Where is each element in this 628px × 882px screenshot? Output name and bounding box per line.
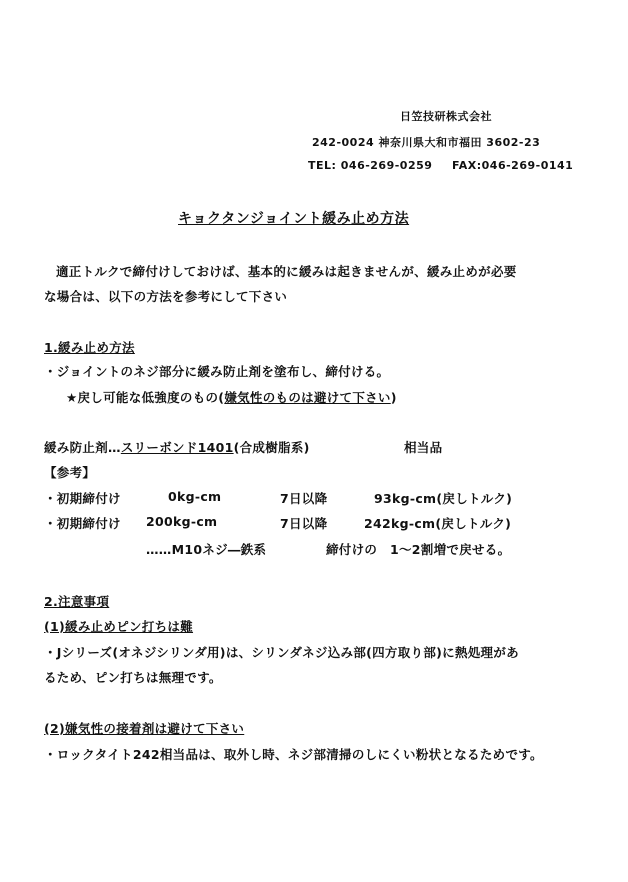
company-tel: TEL: 046-269-0259: [308, 159, 433, 172]
section1-heading: 1.緩み止め方法: [44, 340, 135, 355]
row-after: 7日以降: [280, 491, 328, 506]
m10-note-a: ……M10ネジ―鉄系: [146, 542, 267, 557]
note-emphasis: 嫌気性のものは避けて下さい: [224, 390, 391, 405]
page-title: キョクタンジョイント緩み止め方法: [178, 211, 410, 227]
agent-line: [44, 438, 310, 456]
note-suffix: ): [390, 390, 397, 405]
agent-equivalent: 相当品: [404, 440, 443, 455]
row-label: ・初期締付け: [44, 491, 121, 506]
agent-name: スリーボンド1401: [120, 440, 234, 455]
agent-type: (合成樹脂系): [233, 440, 310, 455]
row-after: 7日以降: [280, 516, 328, 531]
agent-prefix: 緩み防止剤…: [44, 440, 121, 455]
m10-note-b: 締付けの 1～2割増で戻せる。: [326, 542, 511, 557]
note-prefix: ★戻し可能な低強度のもの(: [66, 390, 225, 405]
section2-sub-2-line-1: ・ロックタイト242相当品は、取外し時、ネジ部清掃のしにくい粉状となるためです。: [44, 747, 543, 762]
row-value: 93kg-cm(戻しトルク): [374, 491, 513, 506]
intro-line-2: な場合は、以下の方法を参考にして下さい: [44, 289, 288, 304]
row-label: ・初期締付け: [44, 516, 121, 531]
section2-sub-1-line-1: ・Jシリーズ(オネジシリンダ用)は、シリンダネジ込み部(四方取り部)に熱処理があ: [44, 645, 519, 660]
section1-note: [66, 388, 397, 406]
section2-sub-1: (1)緩み止めピン打ちは難: [44, 619, 194, 634]
company-name: 日笠技研株式会社: [400, 110, 492, 123]
company-fax: FAX:046-269-0141: [452, 159, 574, 172]
section1-item-1: ・ジョイントのネジ部分に緩み防止剤を塗布し、締付ける。: [44, 364, 390, 379]
section2-sub-2: (2)嫌気性の接着剤は避けて下さい: [44, 721, 245, 736]
section2-heading: 2.注意事項: [44, 594, 110, 609]
row-value: 242kg-cm(戻しトルク): [364, 516, 512, 531]
company-address: 242-0024 神奈川県大和市福田 3602-23: [312, 136, 541, 149]
row-torque: 0kg-cm: [168, 489, 222, 504]
intro-line-1: 適正トルクで締付けしておけば、基本的に緩みは起きませんが、緩み止めが必要: [56, 264, 517, 279]
section2-sub-1-line-2: るため、ピン打ちは無理です。: [44, 670, 222, 685]
row-torque: 200kg-cm: [146, 514, 218, 529]
reference-label: 【参考】: [44, 465, 96, 480]
